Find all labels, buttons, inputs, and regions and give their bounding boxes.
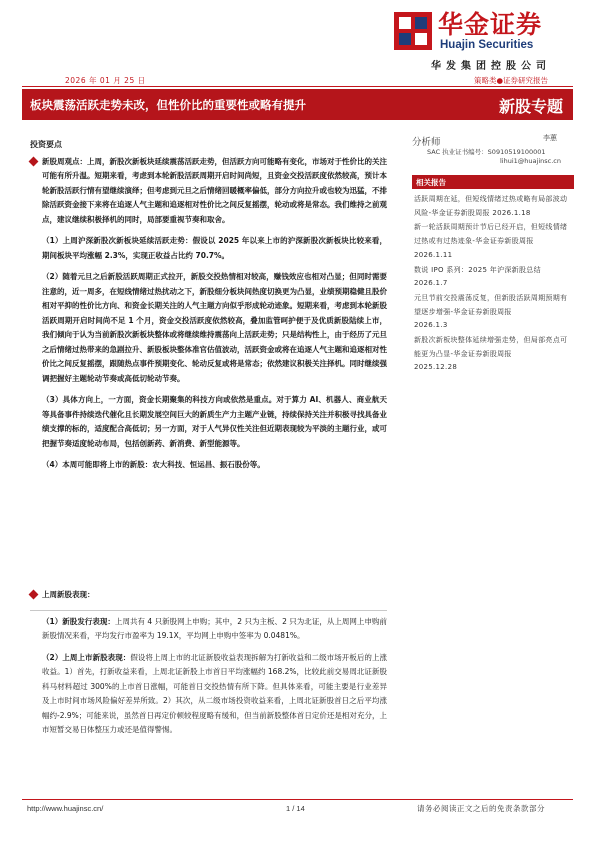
related-report-date: 2026.1.3 bbox=[414, 321, 448, 330]
related-report-text: 活跃周期在延，但短线情绪过热或略有局部波动风险-华金证券新股周报 bbox=[414, 195, 568, 217]
analyst-email[interactable]: lihui1@huajinsc.cn bbox=[500, 157, 561, 165]
issuance-body: 上周共有 4 只新股网上申购；其中，2 只为主板、2 只为北证，从上周网上申购前新股情况来看，平均发行市盈率为 19.1X，平均网上申购中签率为 0.0481%。 bbox=[42, 616, 387, 640]
listing-body: 假设将上周上市的北证新股收益表现拆解为打新收益和二级市场开板后的上涨收益。1）首先，打新收益来看，上周北证新股上市首日平均涨幅约 168.2%，比较此前交易周北证新股科马材料超过 300%的上市首日涨幅，可能首日交投热情有所下降。但具体来看，可能主要是行业差异及上市时间市场风险偏好差异所致。2）其次，从二级市场投资收益来看，上周北证新股首日之后平均涨幅约-2.9%；可能来说，虽然首日再定价顿较程度略有缓和，但当前新股整体首日定价还是相对充分，上市短暂交易日体整压力或还是值得警惕。 bbox=[42, 652, 387, 734]
listing-heading: （2）上周上市新股表现： bbox=[42, 652, 131, 662]
title-banner bbox=[22, 89, 573, 120]
bullet-diamond-icon bbox=[29, 590, 39, 600]
related-report-date: 2026.1.7 bbox=[414, 279, 448, 288]
footer-disclaimer: 请务必阅读正文之后的免责条款部分 bbox=[417, 804, 545, 813]
related-report-text: 新股次新板块整体延续增强走势，但局部亮点可能更为凸显-华金证券新股周报 bbox=[414, 336, 568, 358]
header-divider bbox=[22, 86, 573, 87]
footer-divider bbox=[22, 799, 573, 800]
analyst-name: 李蕙 bbox=[543, 134, 557, 142]
section-heading-text: 上周新股表现： bbox=[42, 590, 95, 599]
related-report-text: 数说 IPO 系列：2025 年沪深新股总结 bbox=[414, 265, 541, 274]
related-report-date: 2026.1.18 bbox=[492, 208, 531, 217]
logo-chinese-name: 华金证券 bbox=[438, 10, 543, 39]
last-week-section bbox=[30, 588, 387, 745]
point-1: （1）上周沪深新股次新板块延续活跃走势：假设以 2025 年以来上市的沪深新股次新板块比较来看，期间板块平均涨幅 2.3%，实现正收益占比约 70.7%。 bbox=[42, 236, 387, 260]
related-report-text: 新一轮活跃周期预计节后已经开启，但短线情绪过热或有过热迹象-华金证券新股周报 bbox=[414, 223, 568, 246]
key-point-text: 新股周观点：上周，新股次新板块延续震荡活跃走势，但活跃方向可能略有变化，市场对于性价比的关注可能有所升温。短期来看，考虑到本轮新股活跃周期开启时间尚短，且资金交投活跃度依然较高，预计本轮新股活跃行情有望继续演绎；但考虑到元旦之后情绪回暖概率偏低，部分方向拉升或也较为迅猛，不排除活跃资金接下来将在追逐人气主题和追逐相对性价比之间反复摇摆，轮动或将是常态。我们维持之前观点，建议继续积极择机的同时，局部要重视节奏和取舍。 bbox=[42, 156, 387, 224]
report-title: 板块震荡活跃走势未改，但性价比的重要性或略有提升 bbox=[30, 98, 306, 112]
related-report-item[interactable] bbox=[414, 334, 572, 375]
related-report-item[interactable] bbox=[414, 221, 572, 262]
bullet-diamond-icon bbox=[29, 156, 39, 166]
related-reports-title: 相关报告 bbox=[416, 178, 446, 187]
main-column bbox=[30, 138, 387, 480]
report-category: 策略类●证券研究报告 bbox=[474, 76, 549, 85]
summary-heading: 投资要点 bbox=[30, 140, 62, 149]
related-report-text: 元旦节前交投震荡反复，但新股活跃周期预期有望逐步增强-华金证券新股周报 bbox=[414, 293, 568, 316]
group-name: 华发集团控股公司 bbox=[431, 61, 551, 72]
footer-url-link[interactable]: http://www.huajinsc.cn/ bbox=[27, 804, 104, 813]
related-report-item[interactable] bbox=[414, 193, 572, 220]
point-4: （4）本周可能即将上市的新股：农大科技、恒运昌、振石股份等。 bbox=[42, 460, 265, 469]
related-report-date: 2025.12.28 bbox=[414, 363, 458, 372]
point-3: （3）具体方向上，一方面，资金长期聚集的科技方向或依然是重点。对于算力 AI、机器人、商业航天等具备事件持续迭代催化且长期发展空间巨大的新质生产力主题产业链，持续保持关注并积极寻找具备业绩支撑的标的，适度配合高低切；另一方面，对于人气异仅性关注但近期表现较为平淡的主题行业，或可把握节奏适度轮动布局，包括创新药、新消费、新型能源等。 bbox=[42, 395, 387, 448]
point-2: （2）随着元旦之后新股活跃周期正式拉开，新股交投热情相对较高，赚钱效应也相对凸显；但同时需要注意的，近一周多，在短线情绪过热扰动之下，新股细分板块间热度切换更为凸显，业绩预期稳健且股价相对平抑的性价比方向、和资金长期关注的人气主题方向似乎形成轮动迹象。短期来看，考虑到本轮新股活跃周期开启时间尚不足 1 个月，资金交投活跃度依然较高，叠加监管呵护便于及优质新股陆续上市，我们倾向于认为当前新股次新板块整体或将继续维持震荡向上活跃走势；只是结构性上，由于经历了元旦之后情绪过热带来的急剧拉升、新股板块整体准官估值波动，活跃资金或将在追逐人气主题和追逐相对性价比之间反复摇摆，跟随热点事件预期变化、轮动反复或将是常态；依然建议积极关注择机。同时继续强调把握好主题轮动节奏或高低切轮动节奏。 bbox=[42, 272, 387, 383]
huajin-logo-icon bbox=[394, 12, 432, 50]
company-logo bbox=[394, 8, 584, 64]
sac-certificate: SAC 执业证书编号：S0910519100001 bbox=[427, 148, 546, 156]
listing-paragraph bbox=[42, 651, 387, 738]
related-report-item[interactable] bbox=[414, 264, 572, 291]
issuance-heading: （1）新股发行表现： bbox=[42, 616, 115, 626]
key-point-paragraph bbox=[30, 155, 387, 228]
related-reports-header bbox=[412, 175, 574, 189]
issuance-paragraph bbox=[42, 615, 387, 644]
report-date: 2026 年 01 月 25 日 bbox=[65, 76, 146, 85]
page-number: 1 / 14 bbox=[286, 804, 305, 813]
related-report-item[interactable] bbox=[414, 292, 572, 333]
related-reports-list bbox=[414, 193, 572, 376]
related-report-date: 2026.1.11 bbox=[414, 250, 453, 259]
analyst-label: 分析师 bbox=[412, 137, 441, 148]
section-heading bbox=[30, 588, 387, 603]
report-tag: 新股专题 bbox=[498, 97, 563, 116]
logo-english-name: Huajin Securities bbox=[440, 39, 534, 51]
